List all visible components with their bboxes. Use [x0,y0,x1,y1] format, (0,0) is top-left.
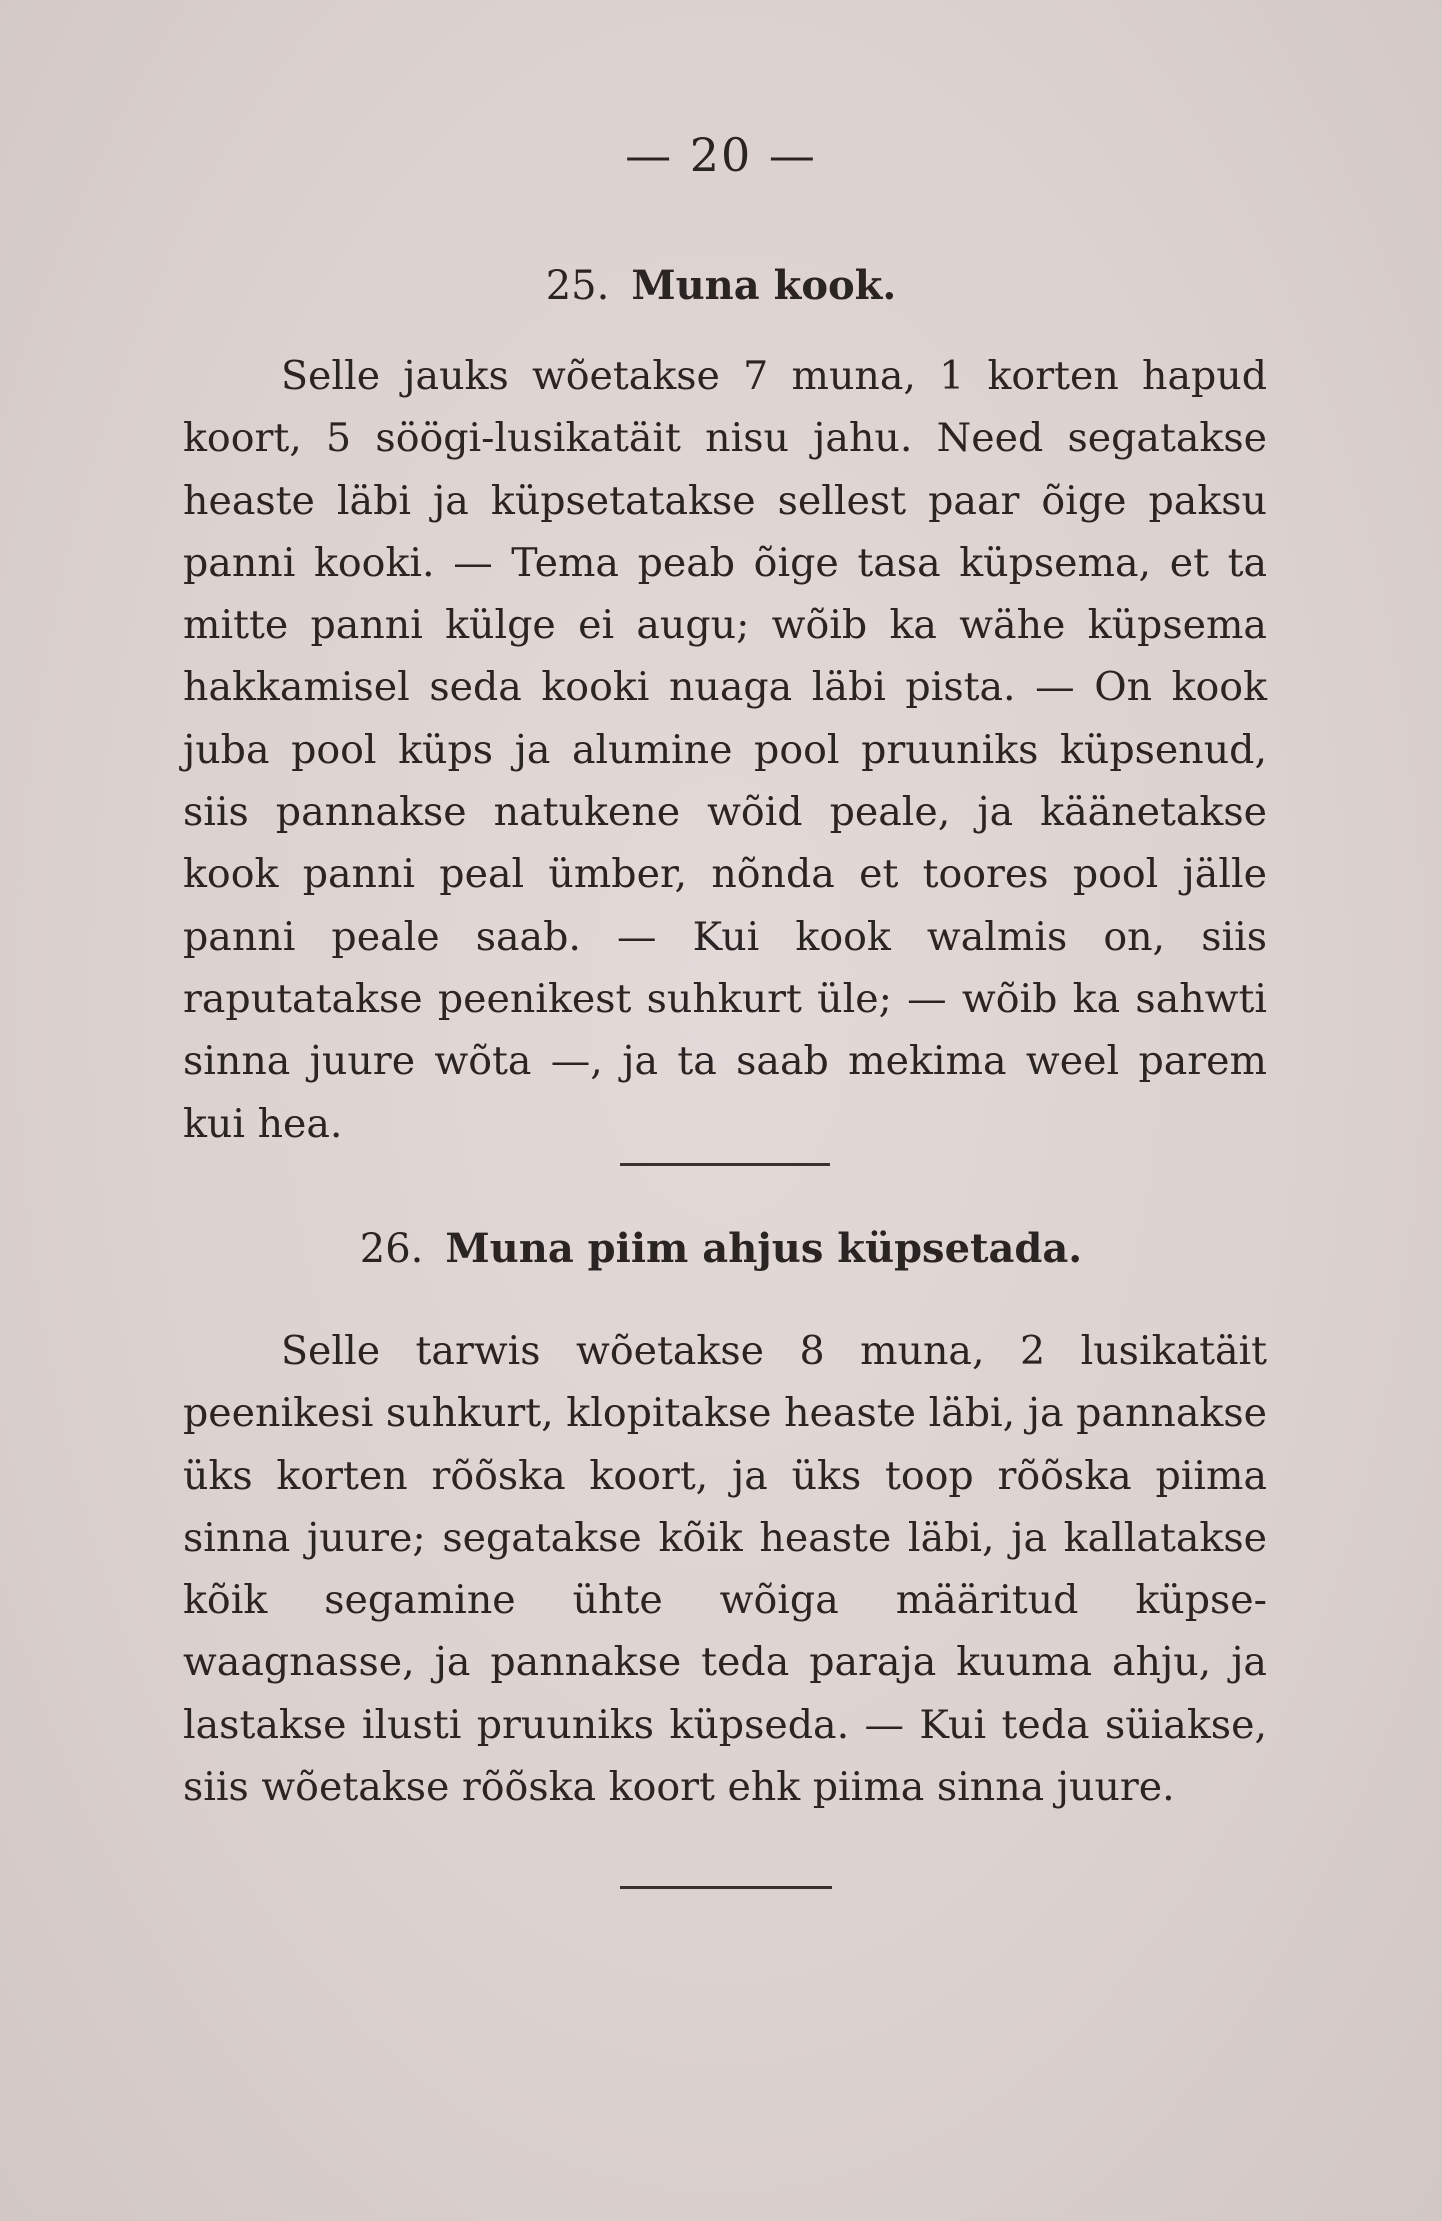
recipe-25-title: Muna kook. [631,262,897,309]
recipe-26-heading [0,1225,1442,1272]
recipe-26-body: Selle tarwis wõetakse 8 muna, 2 lusikatäit peenikesi suhkurt, klopitakse heaste läbi, ja pannakse üks korten rõõska koort, ja üks toop rõõska piima sinna juure; segatakse kõik heaste läbi, ja kallatakse kõik segamine ühte wõiga määritud küpse-waagnasse, ja pannakse teda paraja kuuma ahju, ja lastakse ilusti pruuniks küpseda. — Kui teda süiakse, siis wõetakse rõõska koort ehk piima sinna juure. [183,1328,1267,1811]
recipe-25-body: Selle jauks wõetakse 7 muna, 1 korten hapud koort, 5 söögi-lusikatäit nisu jahu. Need segatakse heaste läbi ja küpsetatakse sellest paar õige paksu panni kooki. — Tema peab õige tasa küpsema, et ta mitte panni külge ei augu; wõib ka wähe küpsema hakkamisel seda kooki nuaga läbi pista. — On kook juba pool küps ja alumine pool pruuniks küpsenud, siis pannakse natukene wõid peale, ja käänetakse kook panni peal ümber, nõnda et toores pool jälle panni peale saab. — Kui kook walmis on, siis raputatakse peenikest suhkurt üle; — wõib ka sahwti sinna juure wõta —, ja ta saab mekima weel parem kui hea. [183,353,1267,1147]
recipe-26-title: Muna piim ahjus küpsetada. [445,1225,1083,1272]
section-divider [620,1163,830,1166]
recipe-25-heading [0,262,1442,309]
end-divider [620,1886,832,1889]
recipe-26-number: 26. [359,1226,424,1272]
page-number: — 20 — [625,128,817,182]
recipe-25-number: 25. [545,263,610,309]
